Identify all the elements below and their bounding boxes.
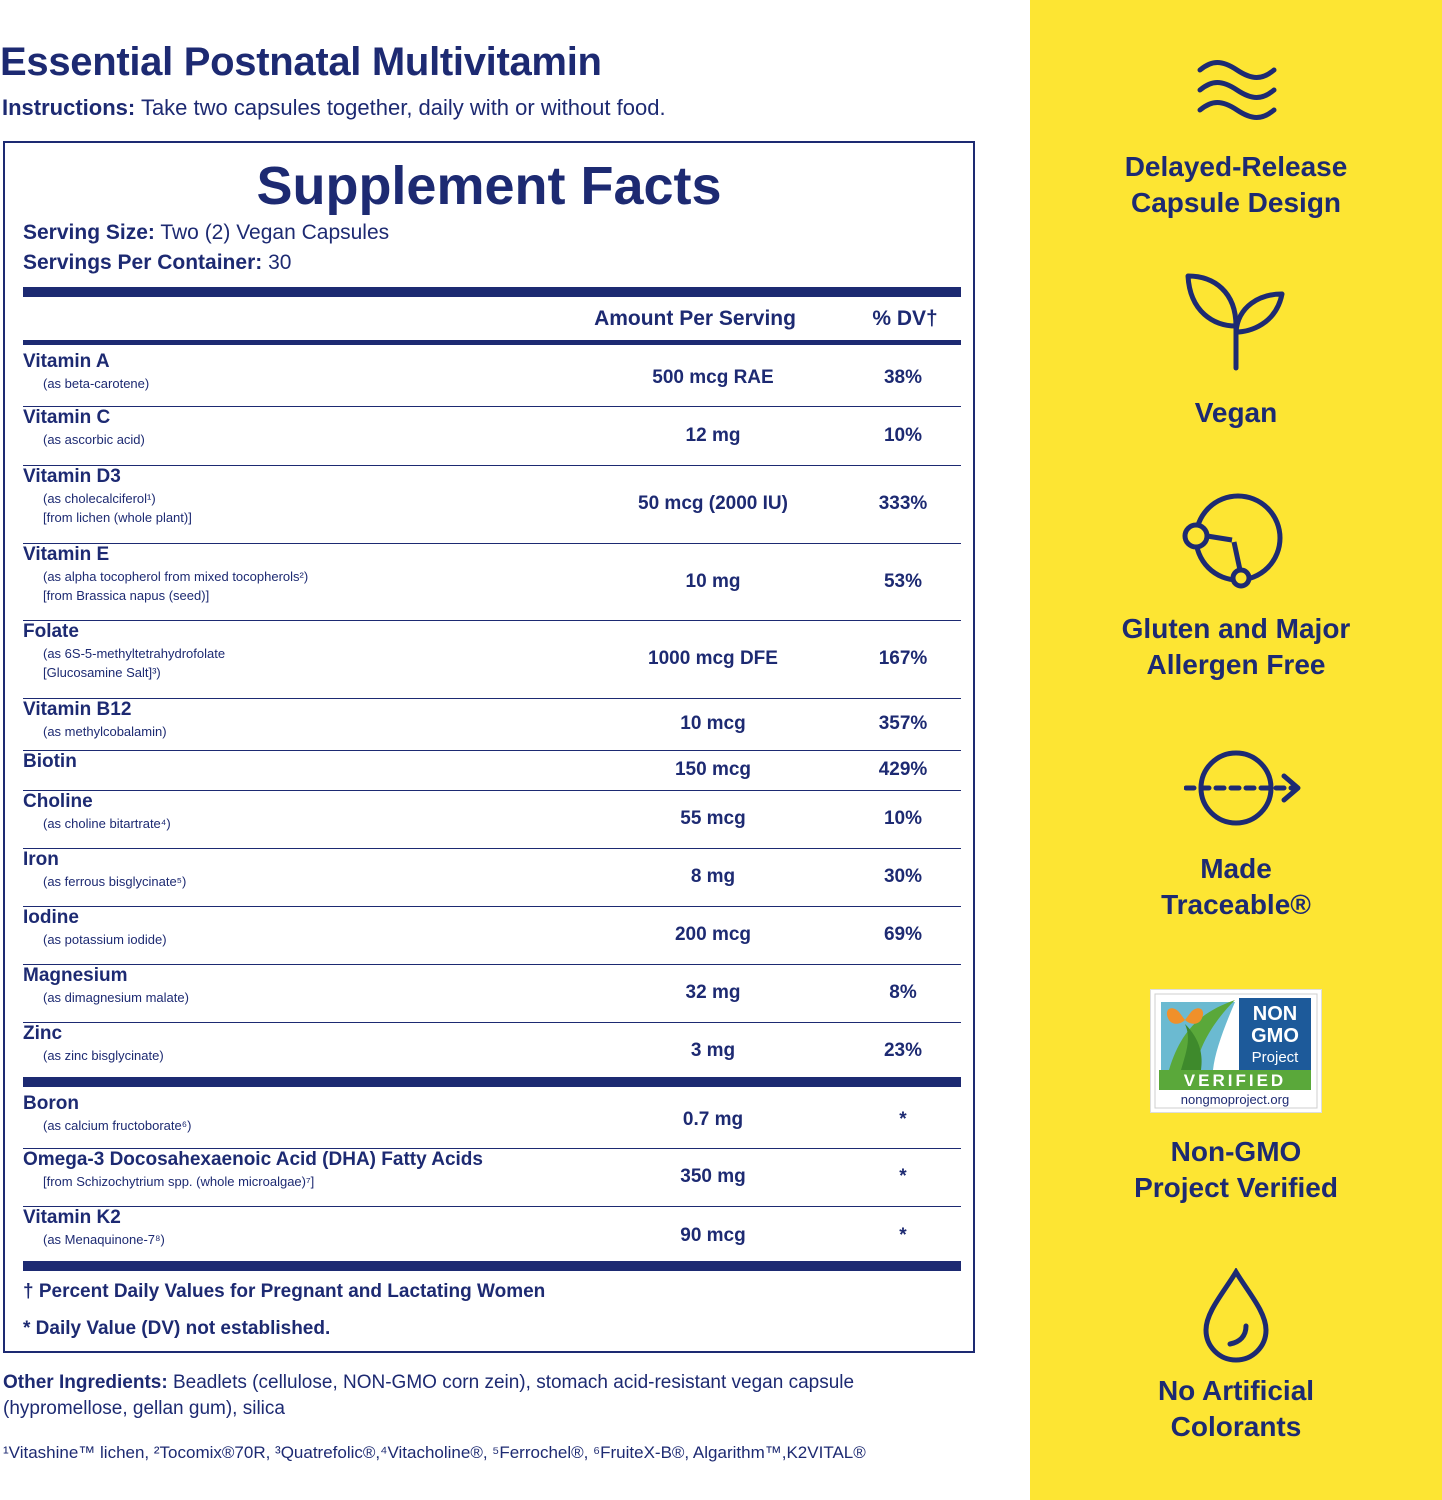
nutrient-dv: 69% (883, 924, 923, 945)
nutrient-dv: 10% (883, 425, 923, 446)
instructions-label: Instructions: (2, 95, 136, 120)
nutrient-dv: 38% (883, 367, 923, 388)
instructions-text: Take two capsules together, daily with or without food. (135, 95, 666, 120)
other-ingredients (3, 1370, 963, 1422)
nutrient-name: Vitamin B12 (23, 699, 132, 720)
col-amount-header: Amount Per Serving (594, 307, 796, 330)
servings-value: 30 (262, 251, 292, 274)
nutrient-source: [from lichen (whole plant)] (43, 510, 192, 525)
nutrient-row (23, 621, 961, 699)
feature-label: No Artificial (1157, 1375, 1315, 1406)
supplement-facts-panel (3, 141, 975, 1353)
molecule-icon (1180, 490, 1292, 590)
facts-title: Supplement Facts (256, 156, 722, 216)
instructions (2, 95, 666, 121)
nutrient-name: Vitamin D3 (23, 466, 121, 487)
feature-vegan (1030, 395, 1442, 431)
nutrient-amount: 8 mg (690, 866, 736, 887)
nutrient-name: Zinc (23, 1023, 63, 1044)
badge-verified: VERIFIED (1183, 1071, 1287, 1090)
nutrient-dv: 167% (878, 648, 928, 669)
nutrient-source: (as Menaquinone-7⁸) (43, 1232, 165, 1247)
nutrient-amount: 55 mcg (680, 808, 746, 829)
nutrient-amount: 150 mcg (674, 759, 752, 780)
nutrient-row (23, 965, 961, 1023)
nutrient-row (23, 907, 961, 965)
nutrient-name: Folate (23, 621, 79, 642)
feature-delayed-release (1030, 149, 1442, 221)
nutrient-name: Choline (23, 791, 93, 812)
nutrient-dv: 23% (883, 1040, 923, 1061)
nutrient-source: (as calcium fructoborate⁶) (43, 1118, 192, 1133)
feature-allergen-free (1030, 611, 1442, 683)
divider-thick (23, 1261, 961, 1271)
feature-label: Delayed-Release (1124, 151, 1348, 182)
nutrient-row (23, 699, 961, 751)
nutrient-row (23, 544, 961, 621)
nutrient-amount: 90 mcg (680, 1225, 746, 1246)
serving-size-label: Serving Size: (23, 221, 155, 244)
nutrient-source: (as ferrous bisglycinate⁵) (43, 874, 187, 889)
trace-arrow-icon (1184, 748, 1304, 828)
nutrient-row (23, 1207, 961, 1267)
nutrient-name: Vitamin C (23, 407, 111, 428)
feature-label: Project Verified (1134, 1172, 1338, 1203)
nutrient-amount: 10 mcg (680, 713, 746, 734)
nutrient-amount: 500 mcg RAE (652, 367, 774, 388)
feature-label: Capsule Design (1130, 187, 1342, 218)
page-title: Essential Postnatal Multivitamin (0, 40, 602, 84)
nutrient-dv: * (899, 1225, 907, 1246)
col-dv-header: % DV† (872, 307, 938, 330)
nutrient-dv: 53% (883, 571, 923, 592)
nutrient-dv: 10% (883, 808, 923, 829)
nutrient-name: Magnesium (23, 965, 128, 986)
feature-no-colorants (1030, 1373, 1442, 1445)
nutrient-name: Vitamin A (23, 351, 110, 372)
nutrient-name: Iron (23, 849, 59, 870)
nutrient-source: (as cholecalciferol¹) (43, 491, 156, 506)
nutrient-dv: 357% (878, 713, 928, 734)
nutrient-name: Vitamin E (23, 544, 110, 565)
droplet-icon (1200, 1268, 1272, 1364)
nutrient-name: Vitamin K2 (23, 1207, 121, 1228)
other-label: Other Ingredients: (3, 1372, 168, 1393)
footnote-dagger: † Percent Daily Values for Pregnant and Lactating Women (23, 1281, 546, 1302)
nutrient-amount: 50 mcg (2000 IU) (638, 493, 788, 514)
nutrient-amount: 32 mg (685, 982, 741, 1003)
feature-label: Traceable® (1161, 889, 1311, 920)
nutrient-row (23, 849, 961, 907)
nutrient-source: (as dimagnesium malate) (43, 990, 189, 1005)
nutrient-dv: 8% (889, 982, 917, 1003)
servings-label: Servings Per Container: (23, 251, 263, 274)
servings-per-container (23, 251, 291, 275)
badge-url: nongmoproject.org (1180, 1092, 1290, 1107)
nutrient-source: (as methylcobalamin) (43, 724, 167, 739)
nutrient-dv: 30% (883, 866, 923, 887)
divider-medium (23, 340, 961, 345)
serving-size (23, 221, 389, 245)
waves-icon (1196, 58, 1278, 120)
badge-gmo: GMO (1251, 1025, 1299, 1047)
nutrient-source: (as ascorbic acid) (43, 432, 145, 447)
nutrient-source: (as 6S-5-methyltetrahydrofolate (43, 646, 226, 661)
nutrient-source: (as alpha tocopherol from mixed tocopherols²) (43, 569, 309, 584)
sprout-icon (1184, 272, 1288, 372)
divider-thick (23, 1077, 961, 1087)
feature-label: Made (1200, 853, 1272, 884)
feature-sidebar (1030, 0, 1442, 1500)
nutrient-amount: 3 mg (690, 1040, 736, 1061)
nutrient-amount: 350 mg (680, 1166, 746, 1187)
feature-non-gmo (1030, 1134, 1442, 1206)
nutrient-source: (as potassium iodide) (43, 932, 167, 947)
nutrient-amount: 0.7 mg (682, 1109, 744, 1130)
nutrient-row (23, 1023, 961, 1081)
nutrient-dv: 333% (878, 493, 928, 514)
nutrient-source: (as choline bitartrate⁴) (43, 816, 171, 831)
nutrient-amount: 200 mcg (674, 924, 752, 945)
nutrient-name: Boron (23, 1093, 79, 1114)
nutrient-row (23, 407, 961, 466)
divider-thick (23, 287, 961, 297)
nutrient-source: (as beta-carotene) (43, 376, 150, 391)
nutrient-name: Omega-3 Docosahexaenoic Acid (DHA) Fatty Acids (23, 1149, 483, 1170)
nutrient-dv: 429% (878, 759, 928, 780)
feature-traceable (1030, 851, 1442, 923)
nutrient-row (23, 1093, 961, 1149)
badge-project: Project (1251, 1049, 1299, 1066)
nutrient-dv: * (899, 1166, 907, 1187)
feature-label: Non-GMO (1170, 1136, 1302, 1167)
non-gmo-badge-art (1151, 990, 1321, 1112)
nutrient-row (23, 1149, 961, 1207)
nutrient-amount: 1000 mcg DFE (648, 648, 778, 669)
non-gmo-badge (1150, 989, 1322, 1113)
feature-label: Colorants (1170, 1411, 1302, 1442)
nutrient-dv: * (899, 1109, 907, 1130)
nutrient-source: [from Brassica napus (seed)] (43, 588, 210, 603)
trademarks: ¹Vitashine™ lichen, ²Tocomix®70R, ³Quatrefolic®,⁴Vitacholine®, ⁵Ferrochel®, ⁶FruiteX-B®, Algarithm™,K2VITAL® (3, 1443, 866, 1462)
nutrient-row (23, 791, 961, 849)
feature-label: Vegan (1194, 397, 1278, 428)
nutrient-source: (as zinc bisglycinate) (43, 1048, 164, 1063)
nutrient-row (23, 751, 961, 791)
nutrient-amount: 12 mg (685, 425, 741, 446)
badge-non: NON (1252, 1003, 1298, 1025)
nutrient-row (23, 351, 961, 407)
serving-size-value: Two (2) Vegan Capsules (154, 221, 390, 244)
nutrient-name: Iodine (23, 907, 79, 928)
nutrient-amount: 10 mg (685, 571, 741, 592)
feature-label: Gluten and Major (1121, 613, 1351, 644)
other-text: Beadlets (cellulose, NON-GMO corn zein), stomach acid-resistant vegan capsule (hypromellose, gellan gum), silica (3, 1372, 855, 1419)
nutrient-source: [Glucosamine Salt]³) (43, 665, 161, 680)
feature-label: Allergen Free (1146, 649, 1326, 680)
nutrient-row (23, 466, 961, 544)
footnote-star: * Daily Value (DV) not established. (23, 1318, 331, 1339)
nutrient-source: [from Schizochytrium spp. (whole microalgae)⁷] (43, 1174, 315, 1189)
nutrient-name: Biotin (23, 751, 77, 772)
